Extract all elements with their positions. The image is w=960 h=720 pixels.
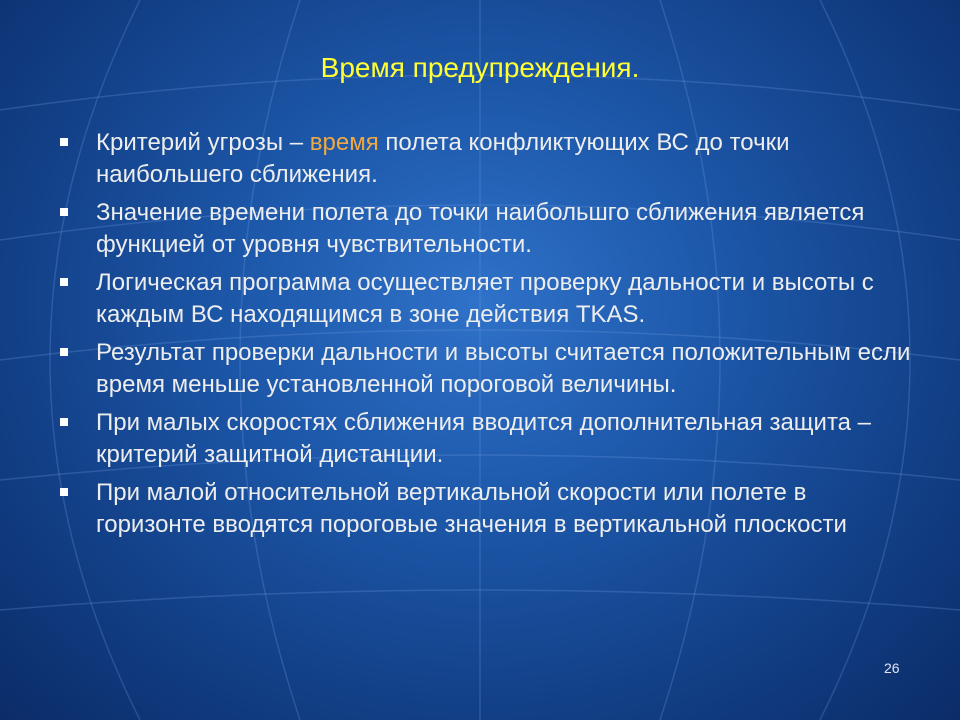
bullet-item (60, 407, 920, 471)
bullet-text-end: полета конфликтующих ВС до точки наибольшего сближения. (96, 129, 790, 188)
bullet-item (60, 127, 920, 191)
slide-number: 26 (884, 660, 900, 676)
bullet-text: Значение времени полета до точки наибольшго сближения является функцией от уровня чувствительности. (96, 199, 865, 258)
bullet-text: При малой относительной вертикальной скорости или полете в горизонте вводятся пороговые значения в вертикальной плоскости (96, 479, 847, 538)
bullet-text: Результат проверки дальности и высоты считается положительным если время меньше установленной пороговой величины. (96, 339, 911, 398)
bullet-item (60, 337, 920, 401)
bullet-text: Логическая программа осуществляет проверку дальности и высоты с каждым ВС находящимся в зоне действия TKAS. (96, 269, 874, 328)
bullet-text: При малых скоростях сближения вводится дополнительная защита – критерий защитной дистанции. (96, 409, 872, 468)
slide-title: Время предупреждения. (320, 52, 640, 83)
highlighted-word: время (309, 129, 379, 156)
square-bullet-icon (60, 278, 68, 286)
square-bullet-icon (60, 488, 68, 496)
square-bullet-icon (60, 348, 68, 356)
square-bullet-icon (60, 138, 68, 146)
bullet-item (60, 197, 920, 261)
bullet-text-start: Критерий угрозы – (96, 129, 310, 156)
square-bullet-icon (60, 418, 68, 426)
bullet-list (60, 127, 920, 547)
bullet-item (60, 477, 920, 541)
square-bullet-icon (60, 208, 68, 216)
bullet-item (60, 267, 920, 331)
